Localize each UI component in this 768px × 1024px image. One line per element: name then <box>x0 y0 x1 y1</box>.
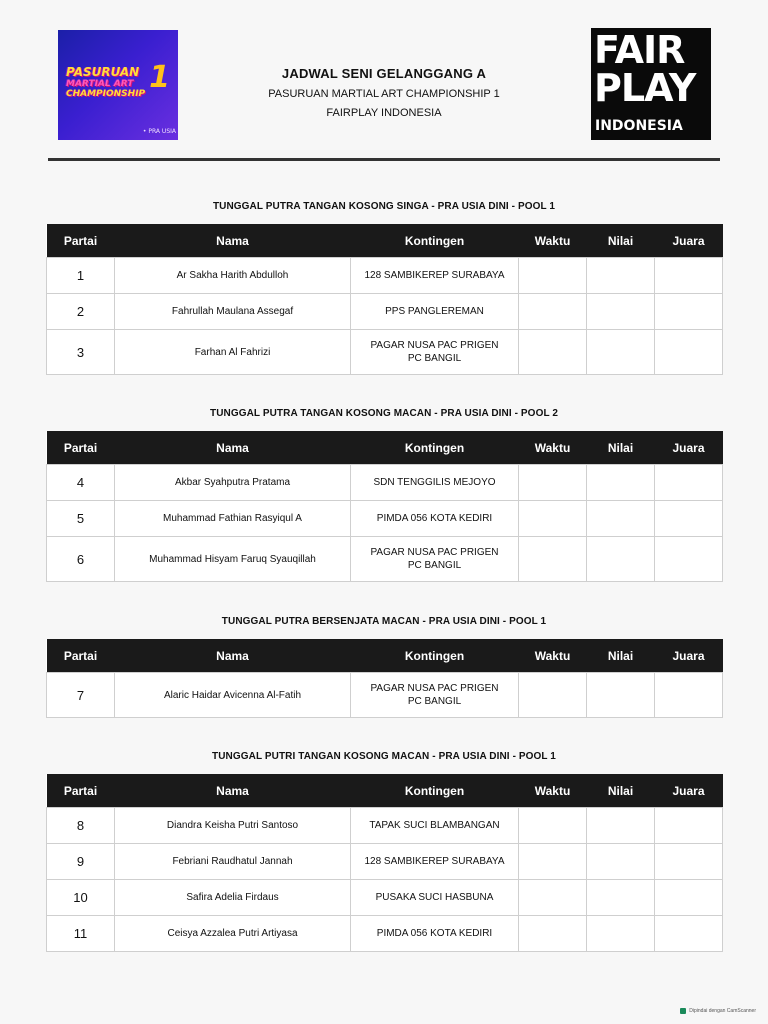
table-row <box>47 330 723 375</box>
nilai-cell <box>587 880 655 916</box>
column-header-kontingen: Kontingen <box>351 639 519 673</box>
kontingen-cell <box>351 673 519 718</box>
championship-logo-text: PASURUAN MARTIAL ART CHAMPIONSHIP <box>66 65 146 99</box>
juara-cell <box>655 673 723 718</box>
kontingen-line: PUSAKA SUCI HASBUNA <box>375 892 494 903</box>
section-title: TUNGGAL PUTRA TANGAN KOSONG SINGA - PRA USIA DINI - POOL 1 <box>212 201 556 212</box>
section-title: TUNGGAL PUTRA TANGAN KOSONG MACAN - PRA USIA DINI - POOL 2 <box>209 408 559 419</box>
column-header-juara: Juara <box>655 774 723 808</box>
column-header-nama: Nama <box>115 774 351 808</box>
schedule-table <box>46 431 723 582</box>
table-header-row <box>47 224 723 258</box>
kontingen-cell <box>351 880 519 916</box>
partai-cell: 11 <box>47 916 115 952</box>
column-header-waktu: Waktu <box>519 224 587 258</box>
juara-cell <box>655 808 723 844</box>
column-header-waktu: Waktu <box>519 774 587 808</box>
table-row <box>47 537 723 582</box>
nilai-cell <box>587 294 655 330</box>
column-header-kontingen: Kontingen <box>351 431 519 465</box>
kontingen-line: PAGAR NUSA PAC PRIGEN <box>370 547 499 558</box>
column-header-juara: Juara <box>655 224 723 258</box>
waktu-cell <box>519 501 587 537</box>
kontingen-line: TAPAK SUCI BLAMBANGAN <box>369 820 500 831</box>
championship-logo <box>58 30 178 140</box>
table-row <box>47 465 723 501</box>
schedule-section <box>46 750 722 952</box>
table-row <box>47 808 723 844</box>
schedule-section <box>46 407 722 582</box>
kontingen-line: 128 SAMBIKEREP SURABAYA <box>364 270 505 281</box>
nama-cell: Ar Sakha Harith Abdulloh <box>115 258 351 294</box>
column-header-juara: Juara <box>655 431 723 465</box>
nama-cell: Fahrullah Maulana Assegaf <box>115 294 351 330</box>
juara-cell <box>655 537 723 582</box>
nilai-cell <box>587 916 655 952</box>
column-header-waktu: Waktu <box>519 639 587 673</box>
document-header <box>200 66 568 119</box>
juara-cell <box>655 258 723 294</box>
kontingen-cell <box>351 258 519 294</box>
nilai-cell <box>587 330 655 375</box>
kontingen-line: PPS PANGLEREMAN <box>385 306 484 317</box>
column-header-nilai: Nilai <box>587 774 655 808</box>
kontingen-cell <box>351 294 519 330</box>
schedule-section <box>46 615 722 718</box>
juara-cell <box>655 294 723 330</box>
nilai-cell <box>587 501 655 537</box>
kontingen-cell <box>351 808 519 844</box>
table-row <box>47 916 723 952</box>
juara-cell <box>655 880 723 916</box>
table-header-row <box>47 639 723 673</box>
nilai-cell <box>587 808 655 844</box>
kontingen-cell <box>351 916 519 952</box>
partai-cell: 10 <box>47 880 115 916</box>
table-row <box>47 294 723 330</box>
waktu-cell <box>519 844 587 880</box>
kontingen-line: PIMDA 056 KOTA KEDIRI <box>376 928 493 939</box>
nama-cell: Diandra Keisha Putri Santoso <box>115 808 351 844</box>
nama-cell: Febriani Raudhatul Jannah <box>115 844 351 880</box>
kontingen-line: 128 SAMBIKEREP SURABAYA <box>364 856 505 867</box>
table-row <box>47 844 723 880</box>
table-header-row <box>47 774 723 808</box>
partai-cell: 5 <box>47 501 115 537</box>
kontingen-cell <box>351 844 519 880</box>
championship-logo-number: 1 <box>149 60 170 95</box>
nilai-cell <box>587 673 655 718</box>
nama-cell: Alaric Haidar Avicenna Al-Fatih <box>115 673 351 718</box>
partai-cell: 9 <box>47 844 115 880</box>
kontingen-line: PIMDA 056 KOTA KEDIRI <box>376 513 493 524</box>
nama-cell: Muhammad Fathian Rasyiqul A <box>115 501 351 537</box>
table-row <box>47 673 723 718</box>
column-header-juara: Juara <box>655 639 723 673</box>
column-header-nilai: Nilai <box>587 431 655 465</box>
table-row <box>47 880 723 916</box>
fairplay-logo: FAIR PLAY INDONESIA <box>591 28 711 140</box>
waktu-cell <box>519 294 587 330</box>
nama-cell: Ceisya Azzalea Putri Artiyasa <box>115 916 351 952</box>
waktu-cell <box>519 880 587 916</box>
column-header-kontingen: Kontingen <box>351 224 519 258</box>
nama-cell: Safira Adelia Firdaus <box>115 880 351 916</box>
juara-cell <box>655 501 723 537</box>
nilai-cell <box>587 844 655 880</box>
kontingen-line: PAGAR NUSA PAC PRIGEN <box>370 340 499 351</box>
kontingen-line: PC BANGIL <box>407 696 462 707</box>
kontingen-cell <box>351 465 519 501</box>
waktu-cell <box>519 673 587 718</box>
document-title: JADWAL SENI GELANGGANG A <box>281 66 487 81</box>
waktu-cell <box>519 916 587 952</box>
nilai-cell <box>587 258 655 294</box>
scanner-watermark: Dipindai dengan CamScanner <box>680 1008 756 1014</box>
column-header-kontingen: Kontingen <box>351 774 519 808</box>
organizer-name: FAIRPLAY INDONESIA <box>326 107 442 119</box>
partai-cell: 3 <box>47 330 115 375</box>
partai-cell: 7 <box>47 673 115 718</box>
kontingen-line: PC BANGIL <box>407 353 462 364</box>
juara-cell <box>655 916 723 952</box>
juara-cell <box>655 465 723 501</box>
section-title: TUNGGAL PUTRI TANGAN KOSONG MACAN - PRA USIA DINI - POOL 1 <box>212 751 556 762</box>
partai-cell: 6 <box>47 537 115 582</box>
kontingen-cell <box>351 501 519 537</box>
column-header-nilai: Nilai <box>587 224 655 258</box>
schedule-table <box>46 639 723 718</box>
championship-logo-tag: • PRA USIA <box>142 128 176 135</box>
kontingen-line: PAGAR NUSA PAC PRIGEN <box>370 683 499 694</box>
column-header-partai: Partai <box>47 639 115 673</box>
header-divider <box>48 158 720 161</box>
waktu-cell <box>519 537 587 582</box>
column-header-partai: Partai <box>47 224 115 258</box>
nilai-cell <box>587 537 655 582</box>
waktu-cell <box>519 330 587 375</box>
nama-cell: Akbar Syahputra Pratama <box>115 465 351 501</box>
partai-cell: 4 <box>47 465 115 501</box>
nama-cell: Farhan Al Fahrizi <box>115 330 351 375</box>
nama-cell: Muhammad Hisyam Faruq Syauqillah <box>115 537 351 582</box>
column-header-partai: Partai <box>47 431 115 465</box>
camscanner-icon <box>680 1008 686 1014</box>
partai-cell: 8 <box>47 808 115 844</box>
kontingen-line: PC BANGIL <box>407 560 462 571</box>
schedule-table <box>46 774 723 952</box>
juara-cell <box>655 844 723 880</box>
table-row <box>47 501 723 537</box>
kontingen-cell <box>351 537 519 582</box>
juara-cell <box>655 330 723 375</box>
nilai-cell <box>587 465 655 501</box>
column-header-partai: Partai <box>47 774 115 808</box>
column-header-nama: Nama <box>115 224 351 258</box>
column-header-nilai: Nilai <box>587 639 655 673</box>
table-row <box>47 258 723 294</box>
kontingen-line: SDN TENGGILIS MEJOYO <box>373 477 496 488</box>
column-header-waktu: Waktu <box>519 431 587 465</box>
column-header-nama: Nama <box>115 639 351 673</box>
table-header-row <box>47 431 723 465</box>
column-header-nama: Nama <box>115 431 351 465</box>
kontingen-cell <box>351 330 519 375</box>
schedule-table <box>46 224 723 375</box>
schedule-section <box>46 200 722 375</box>
waktu-cell <box>519 465 587 501</box>
waktu-cell <box>519 808 587 844</box>
waktu-cell <box>519 258 587 294</box>
partai-cell: 1 <box>47 258 115 294</box>
partai-cell: 2 <box>47 294 115 330</box>
section-title: TUNGGAL PUTRA BERSENJATA MACAN - PRA USIA DINI - POOL 1 <box>221 616 547 627</box>
event-name: PASURUAN MARTIAL ART CHAMPIONSHIP 1 <box>268 88 500 100</box>
